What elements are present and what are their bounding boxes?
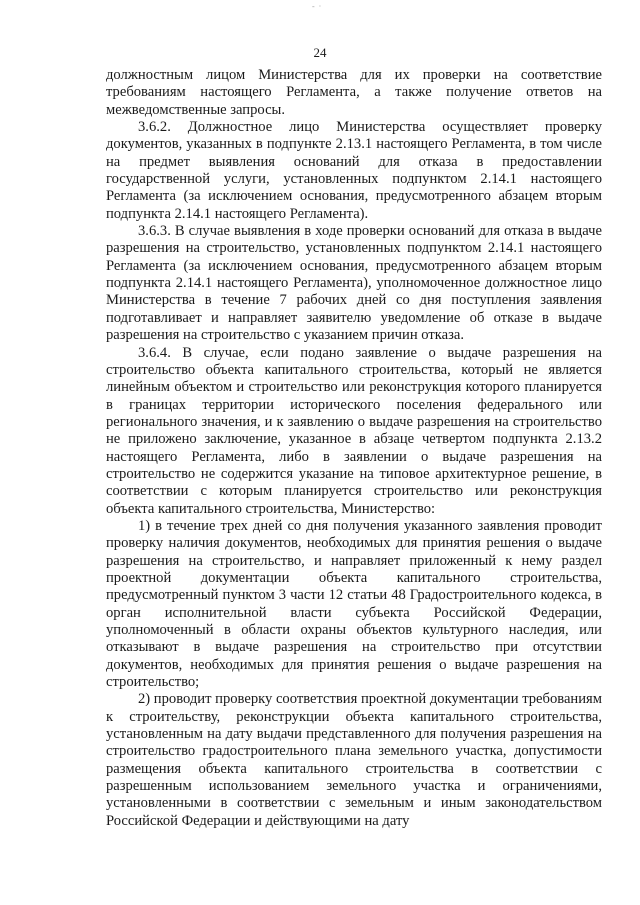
paragraph-3-6-2: 3.6.2. Должностное лицо Министерства осуществляет проверку документов, указанных в подпункте 2.13.1 настоящего Регламента, в том числе на предмет выявления оснований для отказа в предоставлении государственной услуги, установленных подпунктом 2.14.1 настоящего Регламента (за исключением основания, предусмотренного абзацем вторым подпункта 2.14.1 настоящего Регламента).: [106, 119, 602, 222]
paragraph-continuation: должностным лицом Министерства для их проверки на соответствие требованиям настоящего Регламента, а также получение ответов на межведомственные запросы.: [106, 67, 602, 118]
paragraph-3-6-4: 3.6.4. В случае, если подано заявление о выдаче разрешения на строительство объекта капитального строительства, который не является линейным объектом и строительство или реконструкция которого планируется в границах территории исторического поселения федерального или регионального значения, и к заявлению о выдаче разрешения на строительство не приложено заключение, указанное в абзаце четвертом подпункта 2.13.2 настоящего Регламента, либо в заявлении о выдаче разрешения на строительство не содержится указание на типовое архитектурное решение, в соответствии с которым планируется строительство или реконструкция объекта капитального строительства, Министерство:: [106, 344, 602, 517]
list-item-1: 1) в течение трех дней со дня получения указанного заявления проводит проверку наличия документов, необходимых для принятия решения о выдаче разрешения на строительство, и направляет приложенный к нему раздел проектной документации объекта капитального строительства, предусмотренный пунктом 3 части 12 статьи 48 Градостроительного кодекса, в орган исполнительной власти субъекта Российской Федерации, уполномоченный в области охраны объектов культурного наследия, или отказывают в выдаче разрешения на строительство при отсутствии документов, необходимых для принятия решения о выдаче разрешения на строительство;: [106, 517, 602, 691]
list-item-2: 2) проводит проверку соответствия проектной документации требованиям к строительству, реконструкции объекта капитального строительства, установленным на дату выдачи представленного для получения разрешения на строительство градостроительного плана земельного участка, допустимости размещения объекта капитального строительства в соответствии с разрешенным использованием земельного участка и ограничениями, установленными в соответствии с земельным и иным законодательством Российской Федерации и действующими на дату: [106, 691, 602, 829]
scan-marks: - ·: [312, 2, 323, 11]
page-number: 24: [313, 45, 327, 60]
paragraph-3-6-3: 3.6.3. В случае выявления в ходе проверки оснований для отказа в выдаче разрешения на строительство, установленных подпунктом 2.14.1 настоящего Регламента (за исключением основания, предусмотренного абзацем вторым подпункта 2.14.1 настоящего Регламента), уполномоченное должностное лицо Министерства в течение 7 рабочих дней со дня поступления заявления подготавливает и направляет заявителю уведомление об отказе в выдаче разрешения на строительство с указанием причин отказа.: [106, 223, 602, 344]
document-body: [106, 67, 602, 830]
